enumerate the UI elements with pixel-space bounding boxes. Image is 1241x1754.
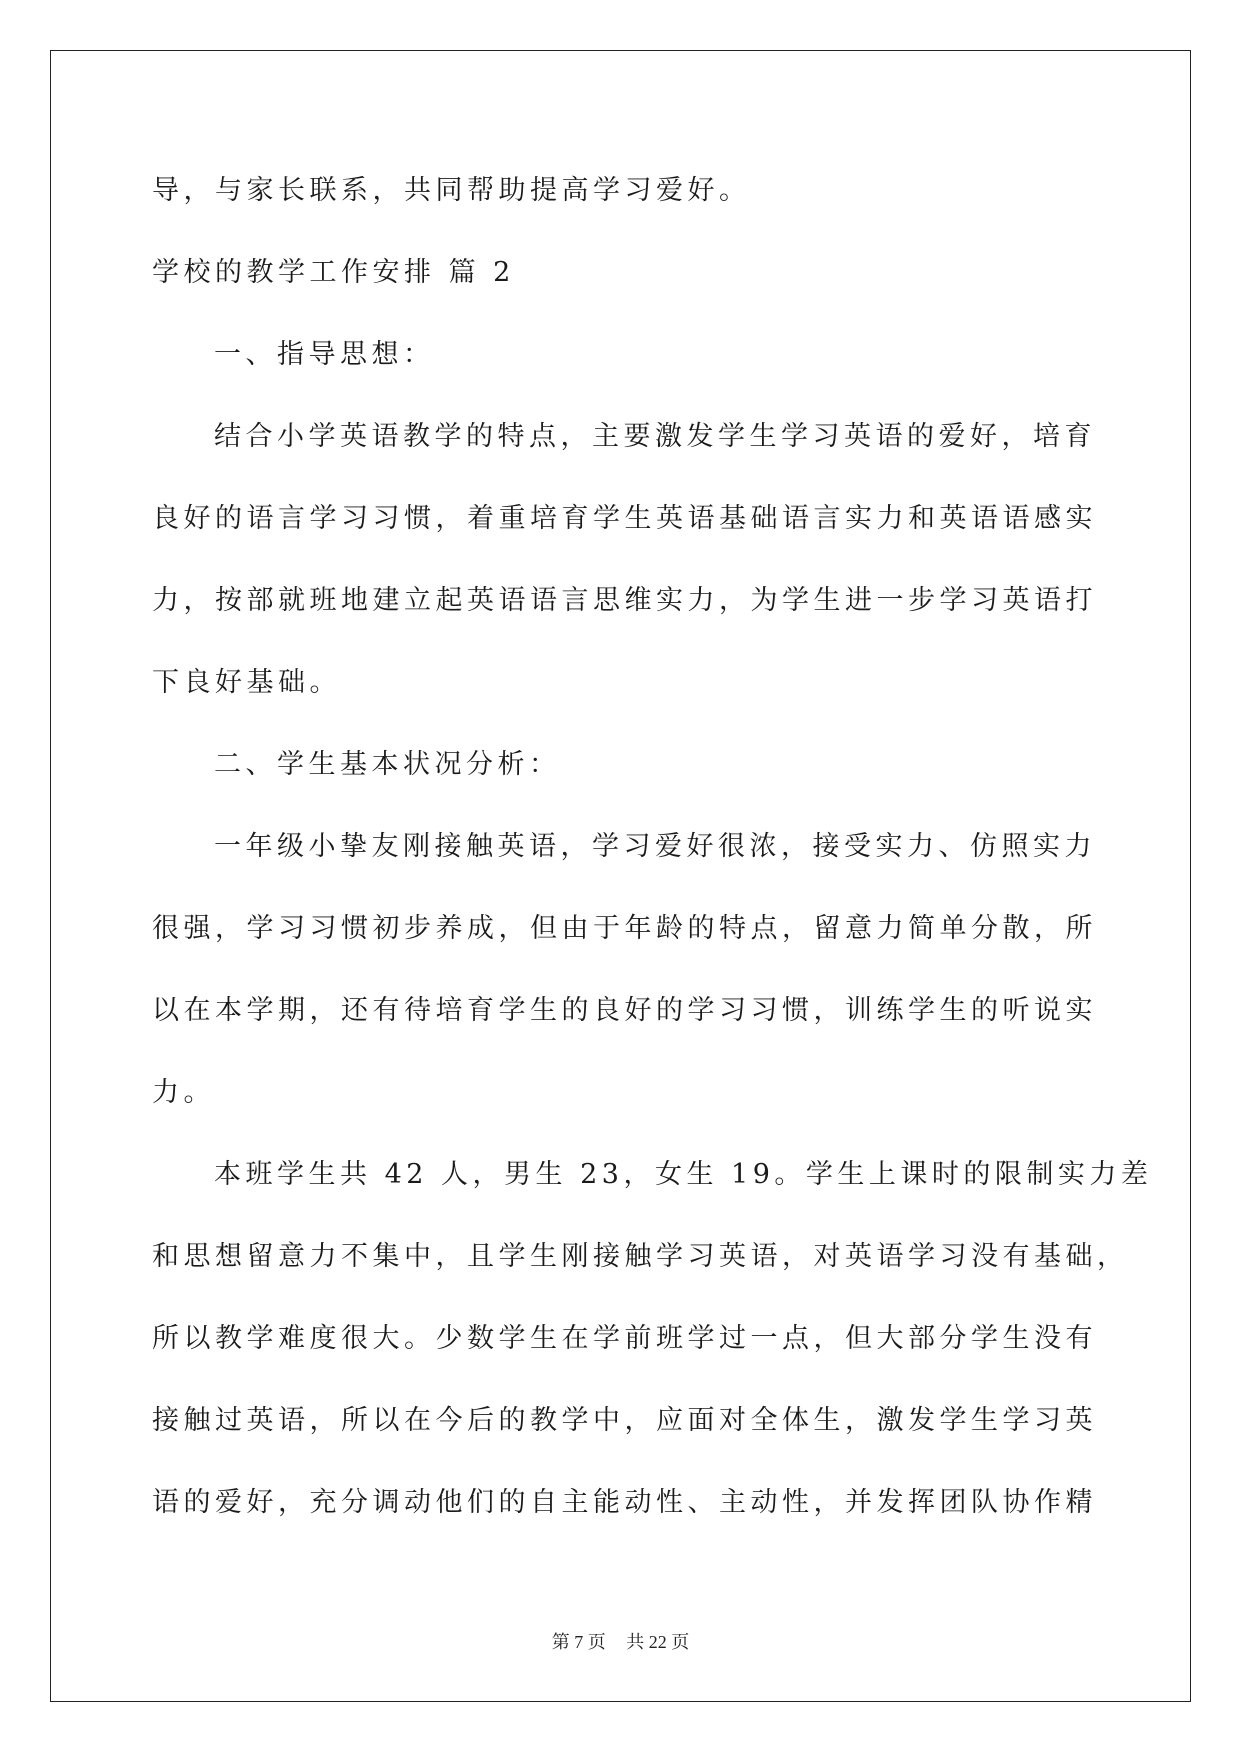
text-line: 和思想留意力不集中，且学生刚接触学习英语，对英语学习没有基础，: [152, 1241, 1129, 1272]
text-line: 下良好基础。: [152, 667, 341, 698]
text-line: 导，与家长联系，共同帮助提高学习爱好。: [152, 175, 751, 206]
text-line: 力。: [152, 1077, 215, 1108]
page-number: 第 7 页: [551, 1632, 606, 1652]
page-total: 共 22 页: [626, 1632, 690, 1652]
text-line: 接触过英语，所以在今后的教学中，应面对全体生，激发学生学习英: [152, 1405, 1097, 1436]
text-line: 以在本学期，还有待培育学生的良好的学习习惯，训练学生的听说实: [152, 995, 1097, 1026]
text-line: 一年级小挚友刚接触英语，学习爱好很浓，接受实力、仿照实力: [214, 831, 1096, 862]
page-footer: [0, 1628, 1241, 1654]
text-line: 所以教学难度很大。少数学生在学前班学过一点，但大部分学生没有: [152, 1323, 1097, 1354]
heading-guiding-ideology: 一、指导思想：: [214, 339, 435, 370]
text-line: 良好的语言学习习惯，着重培育学生英语基础语言实力和英语语感实: [152, 503, 1097, 534]
text-line: 语的爱好，充分调动他们的自主能动性、主动性，并发挥团队协作精: [152, 1487, 1097, 1518]
text-line: 力，按部就班地建立起英语语言思维实力，为学生进一步学习英语打: [152, 585, 1097, 616]
document-body: [152, 150, 1153, 1544]
text-line: 本班学生共 42 人，男生 23，女生 19。学生上课时的限制实力差: [214, 1159, 1153, 1190]
text-line: 结合小学英语教学的特点，主要激发学生学习英语的爱好，培育: [214, 421, 1096, 452]
section-title: 学校的教学工作安排 篇 2: [152, 257, 515, 288]
text-line: 很强，学习习惯初步养成，但由于年龄的特点，留意力简单分散，所: [152, 913, 1097, 944]
heading-student-analysis: 二、学生基本状况分析：: [214, 749, 561, 780]
